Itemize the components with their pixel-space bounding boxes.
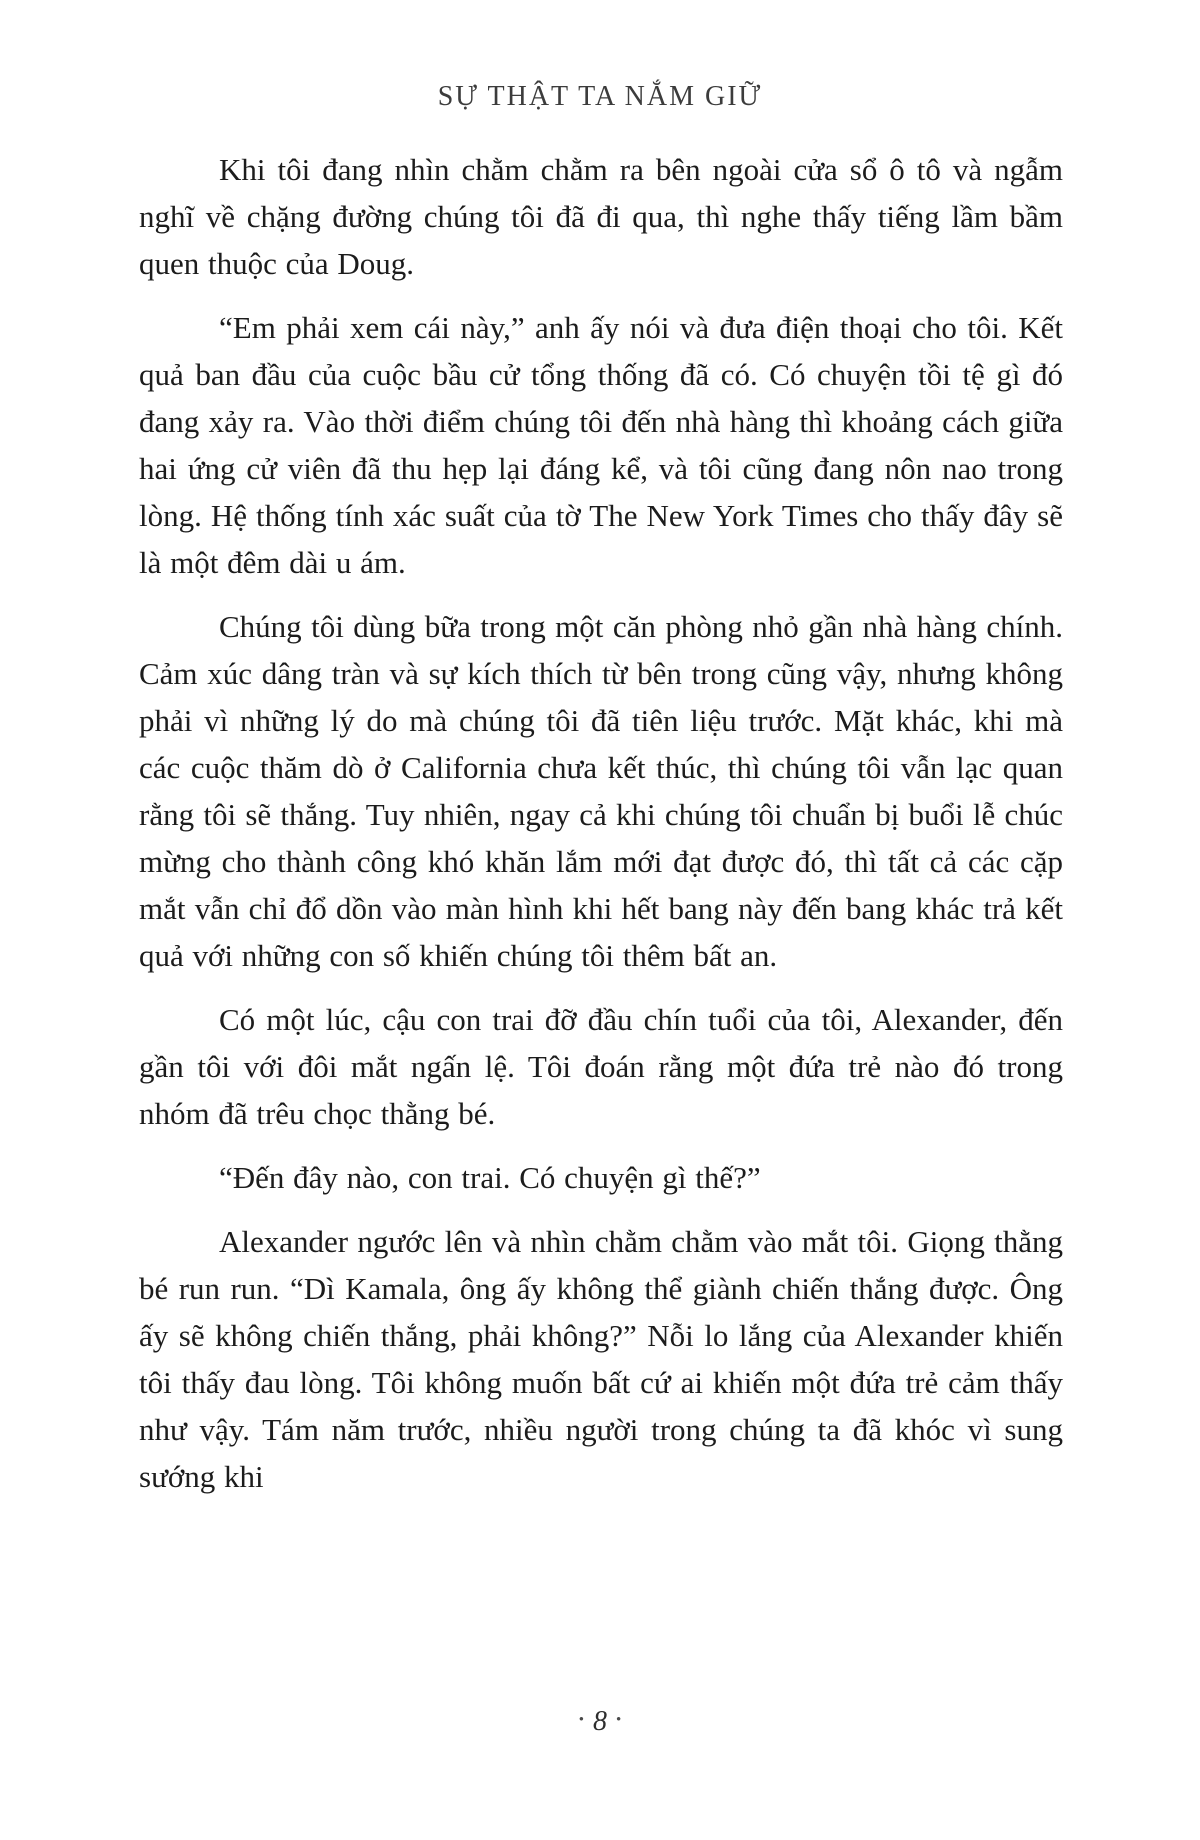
body-text-block [139, 146, 1063, 1517]
page-number: 8 [593, 1706, 607, 1737]
page-footer [0, 1706, 1200, 1738]
paragraph-3: Chúng tôi dùng bữa trong một căn phòng nhỏ gần nhà hàng chính. Cảm xúc dâng tràn và sự kích thích từ bên trong cũng vậy, nhưng không phải vì những lý do mà chúng tôi đã tiên liệu trước. Mặt khác, khi mà các cuộc thăm dò ở California chưa kết thúc, thì chúng tôi vẫn lạc quan rằng tôi sẽ thắng. Tuy nhiên, ngay cả khi chúng tôi chuẩn bị buổi lễ chúc mừng cho thành công khó khăn lắm mới đạt được đó, thì tất cả các cặp mắt vẫn chỉ đổ dồn vào màn hình khi hết bang này đến bang khác trả kết quả với những con số khiến chúng tôi thêm bất an. [139, 609, 1063, 973]
running-header-title: SỰ THẬT TA NẮM GIỮ [437, 81, 763, 112]
footer-dot-left: • [578, 1712, 584, 1728]
paragraph-2: “Em phải xem cái này,” anh ấy nói và đưa điện thoại cho tôi. Kết quả ban đầu của cuộc bầu cử tổng thống đã có. Có chuyện tồi tệ gì đó đang xảy ra. Vào thời điểm chúng tôi đến nhà hàng thì khoảng cách giữa hai ứng cử viên đã thu hẹp lại đáng kể, và tôi cũng đang nôn nao trong lòng. Hệ thống tính xác suất của tờ The New York Times cho thấy đây sẽ là một đêm dài u ám. [139, 310, 1063, 580]
paragraph-5: “Đến đây nào, con trai. Có chuyện gì thế?” [219, 1160, 761, 1195]
footer-dot-right: • [616, 1712, 622, 1728]
paragraph-6: Alexander ngước lên và nhìn chằm chằm vào mắt tôi. Giọng thằng bé run run. “Dì Kamala, ông ấy không thể giành chiến thắng được. Ông ấy sẽ không chiến thắng, phải không?” Nỗi lo lắng của Alexander khiến tôi thấy đau lòng. Tôi không muốn bất cứ ai khiến một đứa trẻ cảm thấy như vậy. Tám năm trước, nhiều người trong chúng ta đã khóc vì sung sướng khi [139, 1224, 1063, 1494]
paragraph-4: Có một lúc, cậu con trai đỡ đầu chín tuổi của tôi, Alexander, đến gần tôi với đôi mắt ngấn lệ. Tôi đoán rằng một đứa trẻ nào đó trong nhóm đã trêu chọc thằng bé. [139, 1002, 1063, 1131]
paragraph-1: Khi tôi đang nhìn chằm chằm ra bên ngoài cửa sổ ô tô và ngẫm nghĩ về chặng đường chúng tôi đã đi qua, thì nghe thấy tiếng lầm bầm quen thuộc của Doug. [139, 152, 1063, 281]
